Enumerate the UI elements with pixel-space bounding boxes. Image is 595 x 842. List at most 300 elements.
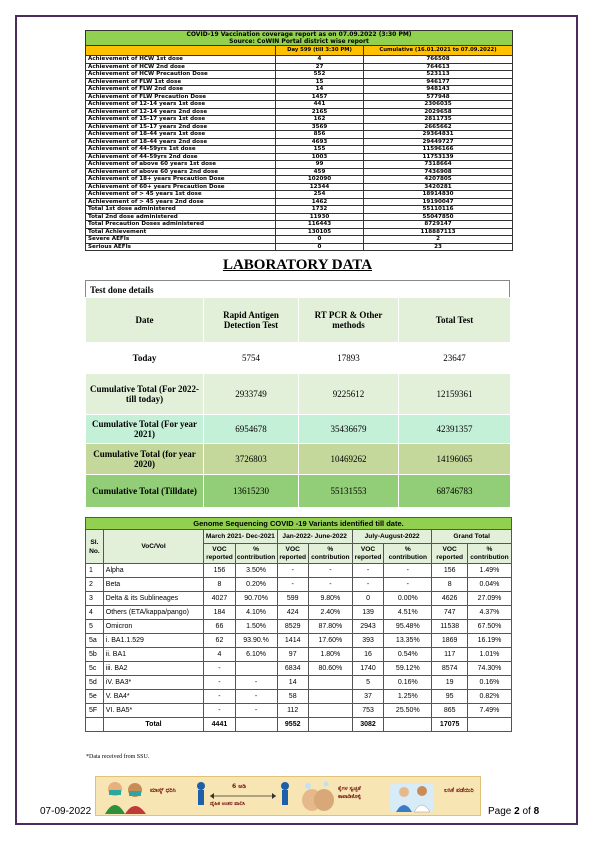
- genome-cell-c: 2943: [352, 620, 383, 634]
- genome-cell-cp: 1.25%: [384, 690, 432, 704]
- vaccination-row-label: Achievement of 18+ years Precaution Dose: [86, 176, 276, 184]
- vaccination-row: [86, 168, 513, 176]
- vaccination-table: [85, 30, 513, 251]
- vaccination-row-day: 0: [276, 236, 364, 244]
- page-prefix: Page: [488, 806, 515, 817]
- vaccination-row: [86, 221, 513, 229]
- genome-cell-voc: ii. BA1: [103, 648, 203, 662]
- vaccination-row-label: Achievement of HCW Precaution Dose: [86, 71, 276, 79]
- genome-cell-c: -: [352, 578, 383, 592]
- genome-cell-tp: 67.50%: [467, 620, 511, 634]
- genome-header-period: Grand Total: [432, 530, 512, 544]
- page-total: 8: [533, 806, 540, 817]
- genome-cell-c: 139: [352, 606, 383, 620]
- banner-distance-value: 6 ಅಡಿ: [232, 783, 246, 790]
- genome-cell-b: -: [277, 564, 308, 578]
- lab-header-total: Total Test: [399, 298, 511, 343]
- vaccination-source: Source: CoWIN Portal district wise report: [229, 38, 369, 45]
- mask-people-icon: [102, 778, 148, 814]
- banner-distance-text: ದೈಹಿಕ ಅಂತರ ಪಾಲಿಸಿ: [210, 801, 246, 807]
- banner-hands-text: ಕೈಗಳ ಸ್ವಚ್ಛತೆ ಕಾಪಾಡಿಕೊಳ್ಳಿ: [338, 786, 361, 800]
- genome-cell-c: 16: [352, 648, 383, 662]
- genome-row: [86, 690, 512, 704]
- genome-cell-t: 4626: [432, 592, 468, 606]
- genome-cell-ap: -: [235, 676, 277, 690]
- genome-subheader-voc: VOC reported: [432, 544, 468, 564]
- genome-cell-tp: 1.01%: [467, 648, 511, 662]
- genome-cell-ap: 90.70%: [235, 592, 277, 606]
- genome-row: [86, 634, 512, 648]
- genome-row: [86, 648, 512, 662]
- vaccination-row: [86, 131, 513, 139]
- genome-cell-voc: Alpha: [103, 564, 203, 578]
- genome-header-period: July-August-2022: [352, 530, 432, 544]
- lab-cell-rtpcr: 10469262: [299, 444, 399, 475]
- vaccination-row: [86, 161, 513, 169]
- genome-cell-sl: 1: [86, 564, 104, 578]
- genome-cell-voc: i. BA1.1.529: [103, 634, 203, 648]
- lab-cell-rat: 3726803: [204, 444, 299, 475]
- genome-cell-tp: 16.19%: [467, 634, 511, 648]
- vaccination-row-cumulative: 2811735: [364, 116, 513, 124]
- genome-cell-b: 599: [277, 592, 308, 606]
- vaccination-row: [86, 146, 513, 154]
- vaccination-row: [86, 206, 513, 214]
- genome-cell-bp: [308, 690, 352, 704]
- lab-table: [85, 297, 511, 508]
- genome-cell-a: 8: [204, 578, 235, 592]
- genome-subheader-pct: % contribution: [308, 544, 352, 564]
- vaccination-row-day: 552: [276, 71, 364, 79]
- genome-cell-c: 393: [352, 634, 383, 648]
- vaccination-row-label: Achievement of FLW Precaution Dose: [86, 93, 276, 101]
- lab-cell-total: 23647: [399, 343, 511, 374]
- vaccination-row-day: 3569: [276, 123, 364, 131]
- genome-total-t: 17075: [432, 718, 468, 732]
- footer-page-number: [488, 806, 539, 817]
- lab-header-date: Date: [86, 298, 204, 343]
- genome-cell-sl: 5b: [86, 648, 104, 662]
- vaccination-header-blank: [86, 46, 276, 56]
- genome-cell-c: -: [352, 564, 383, 578]
- vaccination-row-cumulative: 766508: [364, 56, 513, 64]
- lab-heading: LABORATORY DATA: [222, 257, 373, 273]
- genome-cell-voc: iii. BA2: [103, 662, 203, 676]
- lab-cell-rat: 5754: [204, 343, 299, 374]
- genome-cell-tp: 27.09%: [467, 592, 511, 606]
- vaccination-row-label: Serious AEFIs: [86, 243, 276, 251]
- genome-subheader-voc: VOC reported: [352, 544, 383, 564]
- genome-cell-t: 95: [432, 690, 468, 704]
- genome-cell-b: -: [277, 578, 308, 592]
- vaccination-row-day: 15: [276, 78, 364, 86]
- lab-row-label: Cumulative Total (Tilldate): [86, 475, 204, 508]
- vaccination-row-label: Achievement of above 60 years 2nd dose: [86, 168, 276, 176]
- page-of: of: [519, 806, 534, 817]
- genome-cell-cp: 0.54%: [384, 648, 432, 662]
- vaccination-row-day: 14: [276, 86, 364, 94]
- vaccination-header-cumulative: Cumulative (16.01.2021 to 07.09.2022): [364, 46, 513, 56]
- lab-cell-rtpcr: 55131553: [299, 475, 399, 508]
- genome-cell-sl: 5F: [86, 704, 104, 718]
- banner-vaccine-segment: [386, 777, 480, 815]
- lab-header-rat: Rapid Antigen Detection Test: [204, 298, 299, 343]
- vaccination-row-label: Total 1st dose administered: [86, 206, 276, 214]
- genome-row: [86, 676, 512, 690]
- vaccination-row-cumulative: 4207805: [364, 176, 513, 184]
- vaccination-row: [86, 101, 513, 109]
- genome-cell-ap: 0.20%: [235, 578, 277, 592]
- vaccination-row: [86, 198, 513, 206]
- vaccination-row-label: Total Precaution Doses administered: [86, 221, 276, 229]
- banner-mask-text: ಮಾಸ್ಕ್ ಧರಿಸಿ: [150, 787, 176, 794]
- genome-title: Genome Sequencing COVID -19 Variants identified till date.: [86, 518, 512, 530]
- genome-row: [86, 620, 512, 634]
- banner-vaccine-text: ಲಸಿಕೆ ಪಡೆಯಿರಿ: [444, 787, 474, 794]
- vaccination-row-label: Achievement of 12-14 years 1st dose: [86, 101, 276, 109]
- vaccination-row-day: 162: [276, 116, 364, 124]
- genome-cell-a: -: [204, 690, 235, 704]
- genome-cell-bp: 87.80%: [308, 620, 352, 634]
- vaccination-row: [86, 123, 513, 131]
- genome-cell-t: 865: [432, 704, 468, 718]
- genome-cell-t: 11538: [432, 620, 468, 634]
- vaccination-row-label: Achievement of 44-59yrs 1st dose: [86, 146, 276, 154]
- genome-cell-tp: 7.49%: [467, 704, 511, 718]
- genome-cell-ap: 3.50%: [235, 564, 277, 578]
- genome-total-b: 9552: [277, 718, 308, 732]
- vaccination-row-cumulative: 29364831: [364, 131, 513, 139]
- lab-cell-rat: 13615230: [204, 475, 299, 508]
- vaccination-row-cumulative: 2306035: [364, 101, 513, 109]
- genome-cell-cp: 95.48%: [384, 620, 432, 634]
- vaccination-row-cumulative: 11596166: [364, 146, 513, 154]
- genome-total-blank: [235, 718, 277, 732]
- vaccination-row-cumulative: 19190047: [364, 198, 513, 206]
- genome-cell-a: -: [204, 676, 235, 690]
- genome-cell-cp: 0.16%: [384, 676, 432, 690]
- genome-cell-c: 0: [352, 592, 383, 606]
- genome-cell-voc: Omicron: [103, 620, 203, 634]
- vaccination-row-day: 1462: [276, 198, 364, 206]
- lab-cell-rat: 2933749: [204, 374, 299, 415]
- genome-cell-sl: 4: [86, 606, 104, 620]
- lab-cell-rat: 6954678: [204, 415, 299, 444]
- lab-cell-rtpcr: 9225612: [299, 374, 399, 415]
- vaccination-row-label: Achievement of above 60 years 1st dose: [86, 161, 276, 169]
- vaccination-row-label: Achievement of HCW 1st dose: [86, 56, 276, 64]
- vaccination-row-label: Achievement of FLW 1st dose: [86, 78, 276, 86]
- lab-cell-rtpcr: 17893: [299, 343, 399, 374]
- genome-cell-ap: 6.10%: [235, 648, 277, 662]
- vaccination-row: [86, 236, 513, 244]
- genome-cell-tp: 0.82%: [467, 690, 511, 704]
- vaccination-row: [86, 243, 513, 251]
- lab-cell-total: 42391357: [399, 415, 511, 444]
- genome-cell-bp: 9.80%: [308, 592, 352, 606]
- lab-row-label: Today: [86, 343, 204, 374]
- genome-cell-sl: 5e: [86, 690, 104, 704]
- genome-subheader-pct: % contribution: [235, 544, 277, 564]
- genome-cell-voc: Delta & its Sublineages: [103, 592, 203, 606]
- genome-header-voc: VoC/VoI: [103, 530, 203, 564]
- page-current: 2: [514, 806, 520, 817]
- vaccination-row-label: Achievement of 44-59yrs 2nd dose: [86, 153, 276, 161]
- genome-cell-bp: [308, 676, 352, 690]
- genome-header-period: Jan-2022- June-2022: [277, 530, 352, 544]
- genome-cell-a: 66: [204, 620, 235, 634]
- vaccination-row: [86, 138, 513, 146]
- genome-cell-t: 156: [432, 564, 468, 578]
- genome-cell-b: 58: [277, 690, 308, 704]
- genome-cell-cp: 0.00%: [384, 592, 432, 606]
- vaccination-row-day: 254: [276, 191, 364, 199]
- genome-cell-c: 1740: [352, 662, 383, 676]
- genome-header-period: March 2021- Dec-2021: [204, 530, 277, 544]
- genome-cell-b: 112: [277, 704, 308, 718]
- lab-caption: Test done details: [90, 285, 154, 295]
- genome-cell-b: 424: [277, 606, 308, 620]
- vaccine-icon: [388, 778, 438, 814]
- lab-cell-total: 68746783: [399, 475, 511, 508]
- vaccination-row-cumulative: 2: [364, 236, 513, 244]
- vaccination-row-label: Achievement of > 45 years 2nd dose: [86, 198, 276, 206]
- genome-cell-ap: 4.10%: [235, 606, 277, 620]
- vaccination-row-label: Achievement of 15-17 years 1st dose: [86, 116, 276, 124]
- genome-cell-a: 156: [204, 564, 235, 578]
- genome-cell-ap: -: [235, 704, 277, 718]
- vaccination-title-text: COVID-19 Vaccination coverage report as on 07.09.2022 (3:30 PM): [186, 31, 412, 38]
- vaccination-row-day: 1457: [276, 93, 364, 101]
- vaccination-row-day: 99: [276, 161, 364, 169]
- genome-cell-bp: 17.60%: [308, 634, 352, 648]
- genome-cell-a: -: [204, 704, 235, 718]
- genome-cell-t: 1869: [432, 634, 468, 648]
- genome-total-blank: [384, 718, 432, 732]
- vaccination-row: [86, 191, 513, 199]
- vaccination-row: [86, 116, 513, 124]
- genome-cell-ap: [235, 662, 277, 676]
- genome-cell-t: 8: [432, 578, 468, 592]
- genome-total-blank: [308, 718, 352, 732]
- lab-row-label: Cumulative Total (for year 2020): [86, 444, 204, 475]
- genome-cell-bp: -: [308, 578, 352, 592]
- vaccination-row: [86, 183, 513, 191]
- vaccination-row-label: Achievement of > 45 years 1st dose: [86, 191, 276, 199]
- genome-cell-sl: 5a: [86, 634, 104, 648]
- vaccination-row: [86, 93, 513, 101]
- vaccination-row-cumulative: 948143: [364, 86, 513, 94]
- genome-cell-b: 6834: [277, 662, 308, 676]
- vaccination-row-label: Achievement of 18-44 years 2nd dose: [86, 138, 276, 146]
- vaccination-row-label: Severe AEFIs: [86, 236, 276, 244]
- genome-subheader-pct: % contribution: [384, 544, 432, 564]
- vaccination-row-cumulative: 7318664: [364, 161, 513, 169]
- genome-cell-tp: 0.16%: [467, 676, 511, 690]
- genome-cell-tp: 0.04%: [467, 578, 511, 592]
- vaccination-row-day: 0: [276, 243, 364, 251]
- vaccination-row-day: 441: [276, 101, 364, 109]
- genome-header-sl: Sl. No.: [86, 530, 104, 564]
- genome-cell-bp: 2.40%: [308, 606, 352, 620]
- vaccination-row-label: Achievement of 12-14 years 2nd dose: [86, 108, 276, 116]
- genome-cell-voc: iV. BA3*: [103, 676, 203, 690]
- banner-mask-segment: [100, 777, 190, 815]
- vaccination-row-cumulative: 118887113: [364, 228, 513, 236]
- vaccination-row-cumulative: 55047850: [364, 213, 513, 221]
- vaccination-row-day: 4693: [276, 138, 364, 146]
- genome-cell-voc: Others (ETA/kappa/pango): [103, 606, 203, 620]
- genome-cell-tp: 4.37%: [467, 606, 511, 620]
- genome-cell-voc: VI. BA5*: [103, 704, 203, 718]
- footnote: *Data received from SSU.: [86, 754, 150, 760]
- genome-cell-sl: 5: [86, 620, 104, 634]
- genome-cell-a: -: [204, 662, 235, 676]
- vaccination-row-day: 459: [276, 168, 364, 176]
- genome-cell-bp: 80.60%: [308, 662, 352, 676]
- genome-cell-voc: V. BA4*: [103, 690, 203, 704]
- genome-cell-b: 97: [277, 648, 308, 662]
- awareness-banner: [95, 776, 481, 816]
- vaccination-row-cumulative: 18914830: [364, 191, 513, 199]
- genome-cell-a: 4: [204, 648, 235, 662]
- vaccination-row-label: Total 2nd dose administered: [86, 213, 276, 221]
- genome-cell-t: 747: [432, 606, 468, 620]
- genome-cell-cp: 59.12%: [384, 662, 432, 676]
- genome-cell-c: 753: [352, 704, 383, 718]
- vaccination-row: [86, 153, 513, 161]
- vaccination-row-day: 1732: [276, 206, 364, 214]
- genome-cell-cp: 13.35%: [384, 634, 432, 648]
- genome-cell-b: 1414: [277, 634, 308, 648]
- genome-cell-sl: 3: [86, 592, 104, 606]
- genome-row: [86, 578, 512, 592]
- lab-cell-total: 14196065: [399, 444, 511, 475]
- genome-cell-cp: 25.50%: [384, 704, 432, 718]
- genome-row: [86, 704, 512, 718]
- genome-cell-cp: -: [384, 564, 432, 578]
- genome-cell-ap: 93.90.%: [235, 634, 277, 648]
- vaccination-row: [86, 71, 513, 79]
- genome-total-blank: [86, 718, 104, 732]
- genome-cell-c: 37: [352, 690, 383, 704]
- vaccination-row-day: 4: [276, 56, 364, 64]
- genome-subheader-voc: VOC reported: [204, 544, 235, 564]
- vaccination-row-cumulative: 3420281: [364, 183, 513, 191]
- vaccination-header-day: Day 599 (till 3:30 PM): [276, 46, 364, 56]
- genome-cell-a: 184: [204, 606, 235, 620]
- vaccination-row-day: 1003: [276, 153, 364, 161]
- genome-cell-a: 62: [204, 634, 235, 648]
- lab-row-label: Cumulative Total (For year 2021): [86, 415, 204, 444]
- genome-cell-ap: 1.50%: [235, 620, 277, 634]
- genome-cell-t: 8574: [432, 662, 468, 676]
- genome-cell-bp: [308, 704, 352, 718]
- genome-table: [85, 517, 512, 732]
- genome-cell-tp: 1.49%: [467, 564, 511, 578]
- genome-total-blank: [467, 718, 511, 732]
- vaccination-row: [86, 56, 513, 64]
- genome-cell-c: 5: [352, 676, 383, 690]
- vaccination-row-day: 27: [276, 63, 364, 71]
- genome-cell-sl: 2: [86, 578, 104, 592]
- vaccination-row: [86, 78, 513, 86]
- genome-cell-b: 14: [277, 676, 308, 690]
- genome-cell-t: 117: [432, 648, 468, 662]
- genome-cell-sl: 5c: [86, 662, 104, 676]
- banner-hands-segment: [296, 777, 382, 815]
- genome-row: [86, 592, 512, 606]
- banner-distance-segment: [194, 777, 292, 815]
- genome-row: [86, 606, 512, 620]
- vaccination-row-label: Achievement of HCW 2nd dose: [86, 63, 276, 71]
- genome-cell-cp: -: [384, 578, 432, 592]
- genome-cell-voc: Beta: [103, 578, 203, 592]
- vaccination-row-cumulative: 2029658: [364, 108, 513, 116]
- vaccination-row: [86, 176, 513, 184]
- handwash-icon: [298, 778, 338, 814]
- genome-cell-tp: 74.30%: [467, 662, 511, 676]
- vaccination-row: [86, 108, 513, 116]
- lab-cell-rtpcr: 35436679: [299, 415, 399, 444]
- vaccination-row-label: Achievement of 60+ years Precaution Dose: [86, 183, 276, 191]
- vaccination-row-label: Achievement of 18-44 years 1st dose: [86, 131, 276, 139]
- vaccination-row-cumulative: 2665662: [364, 123, 513, 131]
- genome-cell-bp: -: [308, 564, 352, 578]
- vaccination-row-day: 130105: [276, 228, 364, 236]
- genome-total-c: 3082: [352, 718, 383, 732]
- genome-subheader-voc: VOC reported: [277, 544, 308, 564]
- vaccination-row-day: 155: [276, 146, 364, 154]
- vaccination-row-day: 102090: [276, 176, 364, 184]
- vaccination-title: [86, 31, 513, 46]
- genome-total-a: 4441: [204, 718, 235, 732]
- vaccination-row: [86, 213, 513, 221]
- genome-cell-t: 19: [432, 676, 468, 690]
- genome-cell-ap: -: [235, 690, 277, 704]
- lab-row-label: Cumulative Total (For 2022- till today): [86, 374, 204, 415]
- genome-cell-bp: 1.80%: [308, 648, 352, 662]
- vaccination-row-label: Achievement of 15-17 years 2nd dose: [86, 123, 276, 131]
- vaccination-row-cumulative: 577948: [364, 93, 513, 101]
- vaccination-row-cumulative: 29449727: [364, 138, 513, 146]
- genome-cell-cp: 4.51%: [384, 606, 432, 620]
- lab-cell-total: 12159361: [399, 374, 511, 415]
- vaccination-row-day: 2165: [276, 108, 364, 116]
- footer-date: 07-09-2022: [40, 806, 92, 817]
- vaccination-row-label: Achievement of FLW 2nd dose: [86, 86, 276, 94]
- genome-cell-a: 4027: [204, 592, 235, 606]
- genome-total-label: Total: [103, 718, 203, 732]
- genome-cell-b: 8529: [277, 620, 308, 634]
- vaccination-row-cumulative: 7436908: [364, 168, 513, 176]
- vaccination-row: [86, 86, 513, 94]
- genome-cell-sl: 5d: [86, 676, 104, 690]
- vaccination-row-cumulative: 764613: [364, 63, 513, 71]
- lab-header-rtpcr: RT PCR & Other methods: [299, 298, 399, 343]
- vaccination-row-day: 11930: [276, 213, 364, 221]
- vaccination-row-cumulative: 23: [364, 243, 513, 251]
- vaccination-row-cumulative: 946177: [364, 78, 513, 86]
- vaccination-row-cumulative: 8729147: [364, 221, 513, 229]
- genome-row: [86, 564, 512, 578]
- vaccination-row-cumulative: 55110116: [364, 206, 513, 214]
- vaccination-row-day: 12344: [276, 183, 364, 191]
- vaccination-row: [86, 63, 513, 71]
- genome-row: [86, 662, 512, 676]
- vaccination-row: [86, 228, 513, 236]
- vaccination-row-cumulative: 523113: [364, 71, 513, 79]
